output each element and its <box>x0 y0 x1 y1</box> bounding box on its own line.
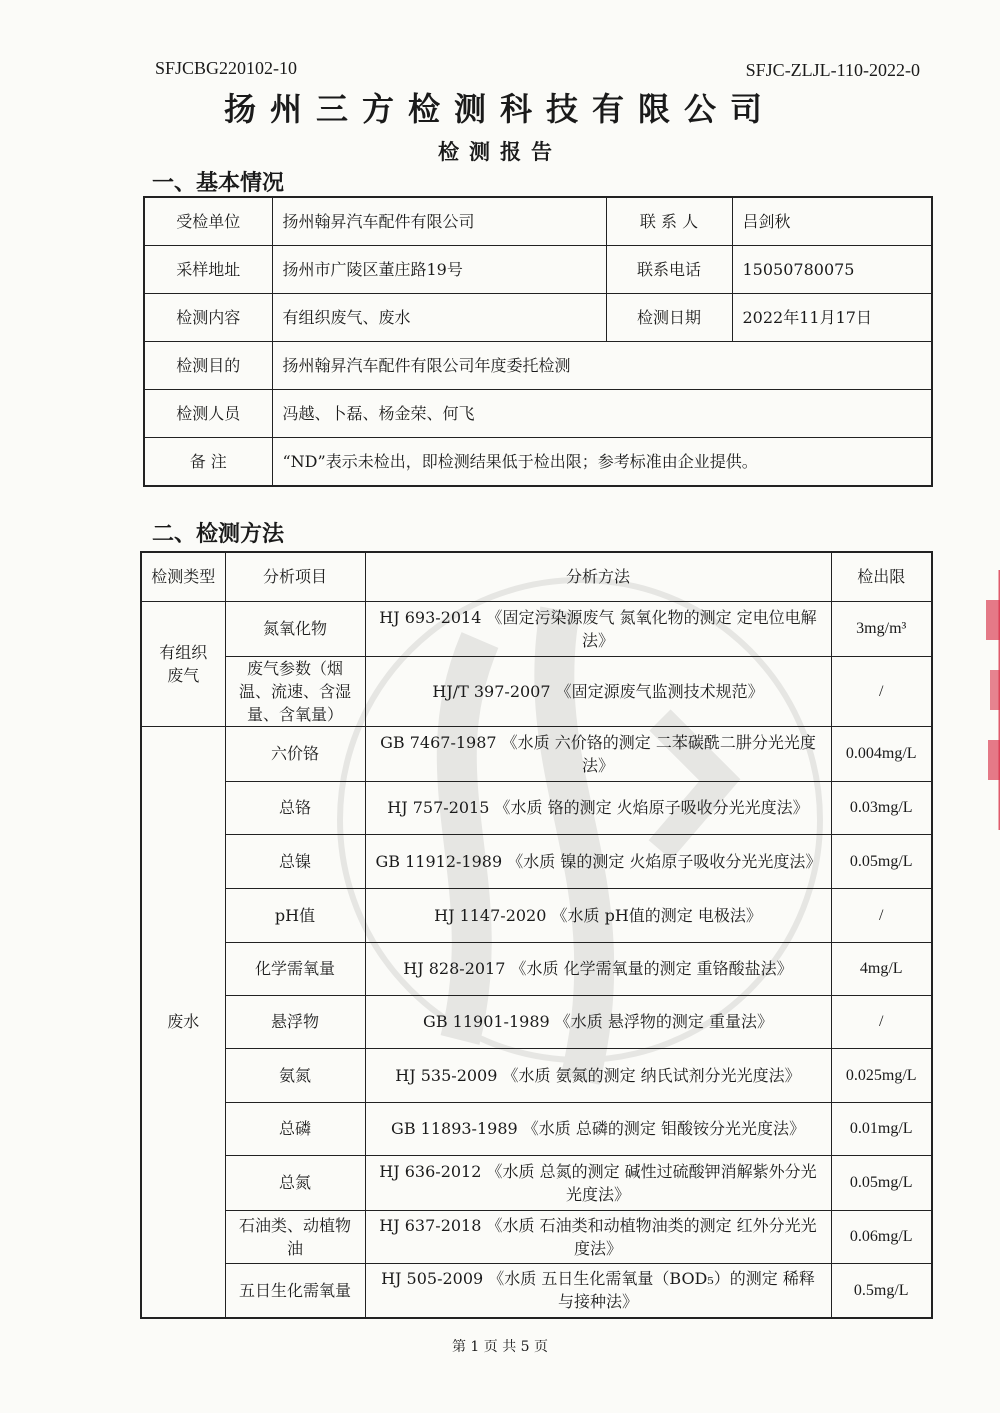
method-cell: HJ 637-2018 《水质 石油类和动植物油类的测定 红外分光光度法》 <box>365 1210 831 1263</box>
table-row <box>141 1210 932 1263</box>
red-seal-stamp <box>968 570 1000 830</box>
limit-cell: 0.05mg/L <box>831 834 932 888</box>
limit-cell: 3mg/m³ <box>831 601 932 656</box>
table-header-row <box>141 552 932 601</box>
item-cell: 总镍 <box>225 834 365 888</box>
limit-cell: 0.03mg/L <box>831 781 932 834</box>
label-cell: 采样地址 <box>144 246 272 294</box>
table-row <box>141 601 932 656</box>
table-row <box>141 1155 932 1210</box>
limit-cell: 4mg/L <box>831 942 932 995</box>
table-row <box>144 438 932 487</box>
item-cell: 总铬 <box>225 781 365 834</box>
method-cell: GB 7467-1987 《水质 六价铬的测定 二苯碳酰二肼分光光度法》 <box>365 726 831 781</box>
report-title: 检测报告 <box>438 139 562 164</box>
table-row <box>144 294 932 342</box>
limit-cell: / <box>831 656 932 726</box>
value-cell: 2022年11月17日 <box>732 294 932 342</box>
value-cell: 扬州翰昇汽车配件有限公司年度委托检测 <box>272 342 932 390</box>
methods-table <box>140 551 933 1319</box>
method-cell: HJ 535-2009 《水质 氨氮的测定 纳氏试剂分光光度法》 <box>365 1048 831 1102</box>
table-row <box>144 197 932 246</box>
limit-cell: / <box>831 888 932 942</box>
table-row <box>141 656 932 726</box>
value-cell: “ND”表示未检出，即检测结果低于检出限；参考标准由企业提供。 <box>272 438 932 487</box>
limit-cell: 0.06mg/L <box>831 1210 932 1263</box>
item-cell: 悬浮物 <box>225 995 365 1048</box>
label-cell: 检测内容 <box>144 294 272 342</box>
method-cell: GB 11901-1989 《水质 悬浮物的测定 重量法》 <box>365 995 831 1048</box>
basic-info-table <box>143 196 933 487</box>
type-cell: 废水 <box>141 726 225 1318</box>
table-row <box>141 726 932 781</box>
label-cell: 备 注 <box>144 438 272 487</box>
value-cell: 15050780075 <box>732 246 932 294</box>
limit-cell: 0.025mg/L <box>831 1048 932 1102</box>
value-cell: 冯越、卜磊、杨金荣、何飞 <box>272 390 932 438</box>
item-cell: 氨氮 <box>225 1048 365 1102</box>
item-cell: 废气参数（烟温、流速、含湿量、含氧量） <box>225 656 365 726</box>
table-row <box>144 246 932 294</box>
item-cell: 五日生化需氧量 <box>225 1263 365 1318</box>
item-cell: 氮氧化物 <box>225 601 365 656</box>
value-cell: 扬州市广陵区董庄路19号 <box>272 246 606 294</box>
value-cell: 有组织废气、废水 <box>272 294 606 342</box>
page-number: 第 1 页 共 5 页 <box>451 1339 549 1355</box>
item-cell: 总磷 <box>225 1102 365 1155</box>
method-cell: HJ 828-2017 《水质 化学需氧量的测定 重铬酸盐法》 <box>365 942 831 995</box>
item-cell: 六价铬 <box>225 726 365 781</box>
item-cell: 总氮 <box>225 1155 365 1210</box>
limit-cell: / <box>831 995 932 1048</box>
table-row <box>141 888 932 942</box>
method-cell: HJ 505-2009 《水质 五日生化需氧量（BOD₅）的测定 稀释与接种法》 <box>365 1263 831 1318</box>
label-cell: 检测人员 <box>144 390 272 438</box>
method-cell: HJ/T 397-2007 《固定源废气监测技术规范》 <box>365 656 831 726</box>
method-cell: GB 11893-1989 《水质 总磷的测定 钼酸铵分光光度法》 <box>365 1102 831 1155</box>
company-name: 扬州三方检测科技有限公司 <box>223 90 776 128</box>
limit-cell: 0.004mg/L <box>831 726 932 781</box>
method-cell: HJ 757-2015 《水质 铬的测定 火焰原子吸收分光光度法》 <box>365 781 831 834</box>
value-cell: 扬州翰昇汽车配件有限公司 <box>272 197 606 246</box>
table-row <box>141 834 932 888</box>
header-cell: 分析方法 <box>365 552 831 601</box>
header-cell: 分析项目 <box>225 552 365 601</box>
label-cell: 联系电话 <box>606 246 732 294</box>
type-cell: 有组织废气 <box>141 601 225 726</box>
label-cell: 检测日期 <box>606 294 732 342</box>
limit-cell: 0.05mg/L <box>831 1155 932 1210</box>
label-cell: 受检单位 <box>144 197 272 246</box>
table-row <box>141 1263 932 1318</box>
item-cell: pH值 <box>225 888 365 942</box>
section-basic-title: 一、基本情况 <box>152 170 285 196</box>
label-cell: 联 系 人 <box>606 197 732 246</box>
header-cell: 检出限 <box>831 552 932 601</box>
table-row <box>141 995 932 1048</box>
form-number: SFJC-ZLJL-110-2022-0 <box>745 60 920 80</box>
table-row <box>141 1048 932 1102</box>
method-cell: HJ 636-2012 《水质 总氮的测定 碱性过硫酸钾消解紫外分光光度法》 <box>365 1155 831 1210</box>
table-row <box>141 781 932 834</box>
table-row <box>141 1102 932 1155</box>
table-row <box>141 942 932 995</box>
header-cell: 检测类型 <box>141 552 225 601</box>
method-cell: HJ 693-2014 《固定污染源废气 氮氧化物的测定 定电位电解法》 <box>365 601 831 656</box>
report-number: SFJCBG220102-10 <box>155 58 298 78</box>
method-cell: HJ 1147-2020 《水质 pH值的测定 电极法》 <box>365 888 831 942</box>
value-cell: 吕剑秋 <box>732 197 932 246</box>
item-cell: 石油类、动植物油 <box>225 1210 365 1263</box>
label-cell: 检测目的 <box>144 342 272 390</box>
method-cell: GB 11912-1989 《水质 镍的测定 火焰原子吸收分光光度法》 <box>365 834 831 888</box>
table-row <box>144 342 932 390</box>
table-row <box>144 390 932 438</box>
limit-cell: 0.5mg/L <box>831 1263 932 1318</box>
limit-cell: 0.01mg/L <box>831 1102 932 1155</box>
item-cell: 化学需氧量 <box>225 942 365 995</box>
section-method-title: 二、检测方法 <box>152 521 285 547</box>
